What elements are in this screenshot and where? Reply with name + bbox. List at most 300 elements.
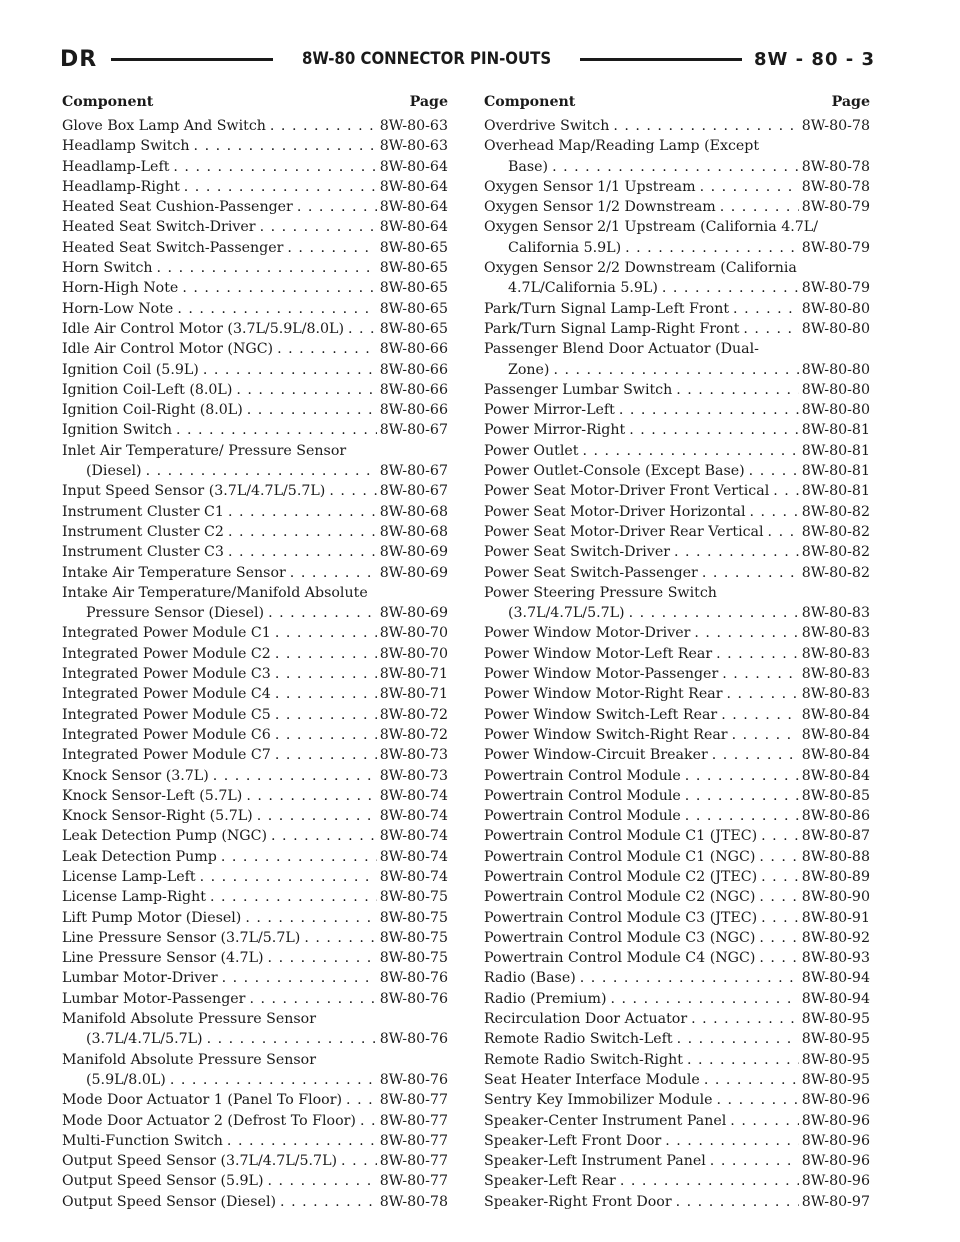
entry-page: 8W-80-83 (801, 625, 870, 642)
entry-page: 8W-80-82 (801, 503, 870, 520)
dot-leader (727, 684, 799, 704)
entry-text: Output Speed Sensor (Diesel) (62, 1193, 277, 1210)
page-number: 8W - 80 - 3 (754, 48, 875, 70)
dot-leader (768, 522, 799, 542)
entry-page: 8W-80-81 (801, 442, 870, 459)
entry-text: Mode Door Actuator 1 (Panel To Floor) (62, 1092, 343, 1109)
entry-text: Line Pressure Sensor (4.7L) (62, 950, 264, 967)
index-entry (484, 1151, 870, 1171)
entry-text: Integrated Power Module C3 (62, 666, 271, 683)
entry-line (484, 238, 870, 258)
dot-leader (176, 420, 377, 440)
dot-leader (228, 522, 377, 542)
dot-leader (710, 1151, 799, 1171)
entry-text: Speaker-Left Front Door (484, 1132, 662, 1149)
dot-leader (268, 603, 377, 623)
dot-leader (732, 725, 799, 745)
dot-leader (685, 766, 799, 786)
component-heading: Component (62, 94, 154, 110)
dot-leader (260, 217, 377, 237)
entry-line (484, 766, 870, 786)
dot-leader (733, 299, 799, 319)
entry-list (62, 116, 448, 1212)
entry-page: 8W-80-75 (379, 950, 448, 967)
entry-page: 8W-80-65 (379, 260, 448, 277)
entry-line (484, 197, 870, 217)
entry-line (484, 684, 870, 704)
index-entry (484, 1111, 870, 1131)
entry-line (62, 908, 448, 928)
entry-line (484, 461, 870, 481)
index-entry (62, 420, 448, 440)
entry-text: Leak Detection Pump (NGC) (62, 828, 268, 845)
dot-leader (761, 908, 799, 928)
entry-line (484, 968, 870, 988)
dot-leader (759, 928, 798, 948)
entry-text: Instrument Cluster C2 (62, 523, 224, 540)
dot-leader (210, 887, 377, 907)
entry-page: 8W-80-69 (379, 564, 448, 581)
entry-page: 8W-80-68 (379, 523, 448, 540)
entry-text: Intake Air Temperature/Manifold Absolute (62, 584, 368, 601)
dot-leader (297, 197, 377, 217)
entry-line (484, 481, 870, 501)
index-entry (62, 623, 448, 643)
entry-page: 8W-80-76 (379, 970, 448, 987)
entry-text: Power Outlet (484, 442, 579, 459)
dot-leader (222, 968, 377, 988)
entry-line (484, 786, 870, 806)
dot-leader (304, 928, 376, 948)
index-entry (62, 157, 448, 177)
dot-leader (677, 1029, 799, 1049)
entry-page: 8W-80-66 (379, 402, 448, 419)
dot-leader (629, 603, 799, 623)
entry-page: 8W-80-83 (801, 645, 870, 662)
dot-leader (329, 481, 376, 501)
entry-page: 8W-80-93 (801, 950, 870, 967)
entry-line (484, 380, 870, 400)
dot-leader (275, 725, 377, 745)
index-entry (62, 136, 448, 156)
dot-leader (750, 502, 799, 522)
dot-leader (346, 1090, 377, 1110)
entry-page: 8W-80-66 (379, 381, 448, 398)
entry-line (62, 786, 448, 806)
dot-leader (580, 968, 799, 988)
index-entry (62, 197, 448, 217)
index-entry (62, 339, 448, 359)
entry-page: 8W-80-83 (801, 686, 870, 703)
index-entry (484, 745, 870, 765)
entry-page: 8W-80-64 (379, 178, 448, 195)
index-entry (484, 948, 870, 968)
index-entry (62, 502, 448, 522)
entry-text: Power Seat Switch-Driver (484, 544, 670, 561)
index-entry (484, 116, 870, 136)
entry-line (62, 1192, 448, 1212)
index-entry (484, 1070, 870, 1090)
entry-line (484, 989, 870, 1009)
index-entry (62, 278, 448, 298)
index-entry (484, 583, 870, 624)
entry-page: 8W-80-74 (379, 848, 448, 865)
entry-line (484, 441, 870, 461)
entry-text: Idle Air Control Motor (3.7L/5.9L/8.0L) (62, 320, 344, 337)
index-column-left (62, 92, 448, 1212)
index-entry (484, 522, 870, 542)
index-entry (484, 1192, 870, 1212)
entry-page: 8W-80-77 (379, 1173, 448, 1190)
entry-text: Power Window Motor-Driver (484, 625, 691, 642)
entry-text: Oxygen Sensor 2/1 Upstream (California 4.7L/ (484, 219, 819, 236)
index-entry (62, 766, 448, 786)
index-entry (484, 786, 870, 806)
index-entry (62, 887, 448, 907)
entry-line (484, 928, 870, 948)
index-entry (484, 502, 870, 522)
index-entry (62, 1111, 448, 1131)
index-entry (484, 968, 870, 988)
header-rule-left (111, 58, 273, 61)
entry-page: 8W-80-74 (379, 828, 448, 845)
entry-text: Idle Air Control Motor (NGC) (62, 341, 274, 358)
index-entry (62, 1192, 448, 1212)
entry-line (484, 867, 870, 887)
entry-page: 8W-80-65 (379, 239, 448, 256)
entry-line (484, 1029, 870, 1049)
entry-text: Integrated Power Module C1 (62, 625, 271, 642)
entry-text: Manifold Absolute Pressure Sensor (62, 1011, 316, 1028)
index-entry (484, 461, 870, 481)
dot-leader (173, 157, 376, 177)
entry-page: 8W-80-81 (801, 422, 870, 439)
entry-page: 8W-80-96 (801, 1112, 870, 1129)
entry-page: 8W-80-79 (801, 239, 870, 256)
dot-leader (611, 989, 799, 1009)
index-entry (62, 644, 448, 664)
dot-leader (290, 563, 377, 583)
entry-text: Instrument Cluster C3 (62, 544, 224, 561)
index-entry (62, 908, 448, 928)
dot-leader (676, 380, 798, 400)
entry-text: Intake Air Temperature Sensor (62, 564, 286, 581)
entry-page: 8W-80-74 (379, 808, 448, 825)
entry-page: 8W-80-81 (801, 483, 870, 500)
dot-leader (228, 502, 377, 522)
entry-text: (Diesel) (86, 463, 142, 480)
entry-text: Integrated Power Module C5 (62, 706, 271, 723)
dot-leader (685, 786, 799, 806)
entry-line (62, 1070, 448, 1090)
entry-text: Power Mirror-Left (484, 402, 615, 419)
index-entry (484, 908, 870, 928)
index-column-right (484, 92, 870, 1212)
index-entry (484, 887, 870, 907)
entry-line (62, 928, 448, 948)
entry-text: Powertrain Control Module (484, 787, 681, 804)
entry-page: 8W-80-77 (379, 1132, 448, 1149)
entry-page: 8W-80-69 (379, 544, 448, 561)
entry-page: 8W-80-82 (801, 523, 870, 540)
entry-line (62, 968, 448, 988)
dot-leader (761, 867, 799, 887)
entry-line (484, 806, 870, 826)
entry-text: Output Speed Sensor (3.7L/4.7L/5.7L) (62, 1153, 338, 1170)
index-entry (62, 522, 448, 542)
entry-text: Powertrain Control Module C4 (NGC) (484, 950, 756, 967)
entry-page: 8W-80-92 (801, 929, 870, 946)
entry-line (62, 197, 448, 217)
index-entry (484, 847, 870, 867)
index-entry (484, 136, 870, 177)
entry-page: 8W-80-65 (379, 280, 448, 297)
entry-line (62, 380, 448, 400)
entry-text: Knock Sensor-Right (5.7L) (62, 808, 253, 825)
entry-text: Powertrain Control Module (484, 767, 681, 784)
entry-page: 8W-80-81 (801, 463, 870, 480)
index-entry (484, 400, 870, 420)
entry-page: 8W-80-84 (801, 747, 870, 764)
dot-leader (228, 542, 377, 562)
entry-text: Power Window Motor-Right Rear (484, 686, 723, 703)
entry-line (62, 644, 448, 664)
dot-leader (759, 948, 798, 968)
entry-text: (5.9L/8.0L) (86, 1071, 166, 1088)
entry-line (62, 867, 448, 887)
entry-line (62, 745, 448, 765)
entry-line (62, 664, 448, 684)
entry-line (484, 908, 870, 928)
entry-page: 8W-80-95 (801, 1071, 870, 1088)
manual-code: DR (60, 46, 98, 72)
entry-line (484, 1151, 870, 1171)
dot-leader (761, 826, 799, 846)
entry-page: 8W-80-83 (801, 666, 870, 683)
entry-line (484, 1171, 870, 1191)
entry-line (62, 360, 448, 380)
entry-page: 8W-80-79 (801, 199, 870, 216)
entry-line (62, 136, 448, 156)
index-entry (484, 1050, 870, 1070)
dot-leader (552, 157, 799, 177)
entry-line (484, 278, 870, 298)
entry-text: Powertrain Control Module C3 (JTEC) (484, 909, 758, 926)
entry-page: 8W-80-95 (801, 1031, 870, 1048)
dot-leader (203, 360, 377, 380)
index-entry (484, 197, 870, 217)
entry-text: Overdrive Switch (484, 118, 610, 134)
entry-page: 8W-80-89 (801, 868, 870, 885)
dot-leader (146, 461, 377, 481)
index-entry (62, 928, 448, 948)
entry-line (62, 1171, 448, 1191)
entry-line (484, 644, 870, 664)
index-entry (62, 847, 448, 867)
index-entry (484, 1171, 870, 1191)
entry-page: 8W-80-64 (379, 158, 448, 175)
entry-page: 8W-80-86 (801, 808, 870, 825)
entry-line (484, 1009, 870, 1029)
entry-text: Powertrain Control Module C1 (NGC) (484, 848, 756, 865)
entry-line (62, 887, 448, 907)
entry-text: Power Window Motor-Left Rear (484, 645, 713, 662)
index-entry (62, 217, 448, 237)
entry-text: Power Window-Circuit Breaker (484, 747, 708, 764)
index-entry (62, 563, 448, 583)
entry-text: Power Outlet-Console (Except Base) (484, 463, 745, 480)
dot-leader (341, 1151, 377, 1171)
entry-text: Manifold Absolute Pressure Sensor (62, 1051, 316, 1068)
index-entry (62, 867, 448, 887)
index-entry (62, 360, 448, 380)
entry-line (62, 299, 448, 319)
dot-leader (275, 664, 377, 684)
dot-leader (268, 948, 377, 968)
header-rule-right (580, 58, 742, 61)
entry-page: 8W-80-75 (379, 889, 448, 906)
entry-text: Recirculation Door Actuator (484, 1011, 688, 1028)
index-entry (62, 400, 448, 420)
entry-line (62, 684, 448, 704)
entry-line (484, 299, 870, 319)
index-entry (62, 258, 448, 278)
dot-leader (275, 745, 377, 765)
entry-text: Power Window Switch-Right Rear (484, 726, 728, 743)
entry-line (484, 1070, 870, 1090)
entry-text: Ignition Coil-Left (8.0L) (62, 381, 233, 398)
entry-line (484, 177, 870, 197)
entry-page: 8W-80-63 (379, 138, 448, 155)
index-entry (484, 644, 870, 664)
entry-page: 8W-80-71 (379, 686, 448, 703)
entry-line (484, 1050, 870, 1070)
entry-page: 8W-80-96 (801, 1153, 870, 1170)
dot-leader (582, 441, 798, 461)
entry-line (62, 542, 448, 562)
entry-text: Powertrain Control Module C2 (JTEC) (484, 868, 758, 885)
entry-line (484, 1192, 870, 1212)
dot-leader (268, 1171, 377, 1191)
index-entry (62, 745, 448, 765)
dot-leader (620, 1171, 799, 1191)
entry-text: Ignition Coil (5.9L) (62, 361, 199, 378)
entry-text: Headlamp-Right (62, 178, 180, 195)
entry-page: 8W-80-70 (379, 625, 448, 642)
entry-page: 8W-80-87 (801, 828, 870, 845)
entry-text: 4.7L/California 5.9L) (508, 280, 658, 297)
entry-page: 8W-80-72 (379, 706, 448, 723)
index-entry (62, 177, 448, 197)
index-entry (62, 319, 448, 339)
entry-text: Heated Seat Cushion-Passenger (62, 199, 293, 216)
dot-leader (157, 258, 377, 278)
dot-leader (720, 197, 799, 217)
index-entry (484, 380, 870, 400)
entry-line (484, 563, 870, 583)
entry-page: 8W-80-82 (801, 544, 870, 561)
entry-page: 8W-80-96 (801, 1132, 870, 1149)
entry-page: 8W-80-80 (801, 361, 870, 378)
dot-leader (702, 563, 799, 583)
index-entry (484, 867, 870, 887)
index-entry (62, 1050, 448, 1091)
entry-line (62, 481, 448, 501)
entry-line (484, 400, 870, 420)
entry-page: 8W-80-80 (801, 320, 870, 337)
entry-page: 8W-80-73 (379, 747, 448, 764)
dot-leader (629, 420, 798, 440)
entry-text: Zone) (508, 361, 550, 378)
entry-line (484, 948, 870, 968)
index-entry (62, 1171, 448, 1191)
entry-text: Remote Radio Switch-Left (484, 1031, 673, 1048)
entry-text: Speaker-Right Front Door (484, 1193, 672, 1210)
entry-text: Sentry Key Immobilizer Module (484, 1092, 713, 1109)
entry-line (62, 238, 448, 258)
dot-leader (257, 806, 377, 826)
entry-page: 8W-80-78 (801, 178, 870, 195)
dot-leader (694, 623, 798, 643)
entry-text: Base) (508, 158, 549, 175)
entry-text: Radio (Base) (484, 970, 576, 987)
entry-text: Speaker-Center Instrument Panel (484, 1112, 727, 1129)
entry-page: 8W-80-75 (379, 929, 448, 946)
index-entry (62, 806, 448, 826)
entry-line (62, 766, 448, 786)
entry-text: Power Mirror-Right (484, 422, 626, 439)
entry-line (62, 1090, 448, 1110)
index-entry (484, 217, 870, 258)
entry-line (484, 1131, 870, 1151)
dot-leader (245, 908, 376, 928)
index-entry (62, 1151, 448, 1171)
index-entry (62, 441, 448, 482)
index-entry (484, 481, 870, 501)
entry-text: License Lamp-Left (62, 868, 196, 885)
entry-line (62, 157, 448, 177)
entry-text: Power Seat Switch-Passenger (484, 564, 698, 581)
index-entry (484, 684, 870, 704)
dot-leader (275, 684, 377, 704)
entry-line (62, 339, 448, 359)
entry-text: Mode Door Actuator 2 (Defrost To Floor) (62, 1112, 356, 1129)
dot-leader (759, 847, 798, 867)
page-header (60, 42, 875, 76)
entry-line (484, 664, 870, 684)
entry-text: Oxygen Sensor 1/1 Upstream (484, 178, 696, 195)
entry-text: Output Speed Sensor (5.9L) (62, 1173, 264, 1190)
entry-page: 8W-80-84 (801, 706, 870, 723)
entry-page: 8W-80-95 (801, 1011, 870, 1028)
section-title: 8W-80 CONNECTOR PIN-OUTS (302, 49, 552, 69)
dot-leader (247, 400, 377, 420)
entry-line (484, 157, 870, 177)
entry-line (62, 217, 448, 237)
dot-leader (360, 1111, 377, 1131)
entry-page: 8W-80-95 (801, 1051, 870, 1068)
index-entry (62, 380, 448, 400)
entry-line (62, 420, 448, 440)
entry-text: Leak Detection Pump (62, 848, 217, 865)
entry-line (484, 502, 870, 522)
entry-page: 8W-80-67 (379, 483, 448, 500)
entry-text: Remote Radio Switch-Right (484, 1051, 683, 1068)
entry-page: 8W-80-97 (801, 1193, 870, 1210)
index-entry (484, 441, 870, 461)
index-entry (484, 664, 870, 684)
entry-text: Powertrain Control Module (484, 808, 681, 825)
